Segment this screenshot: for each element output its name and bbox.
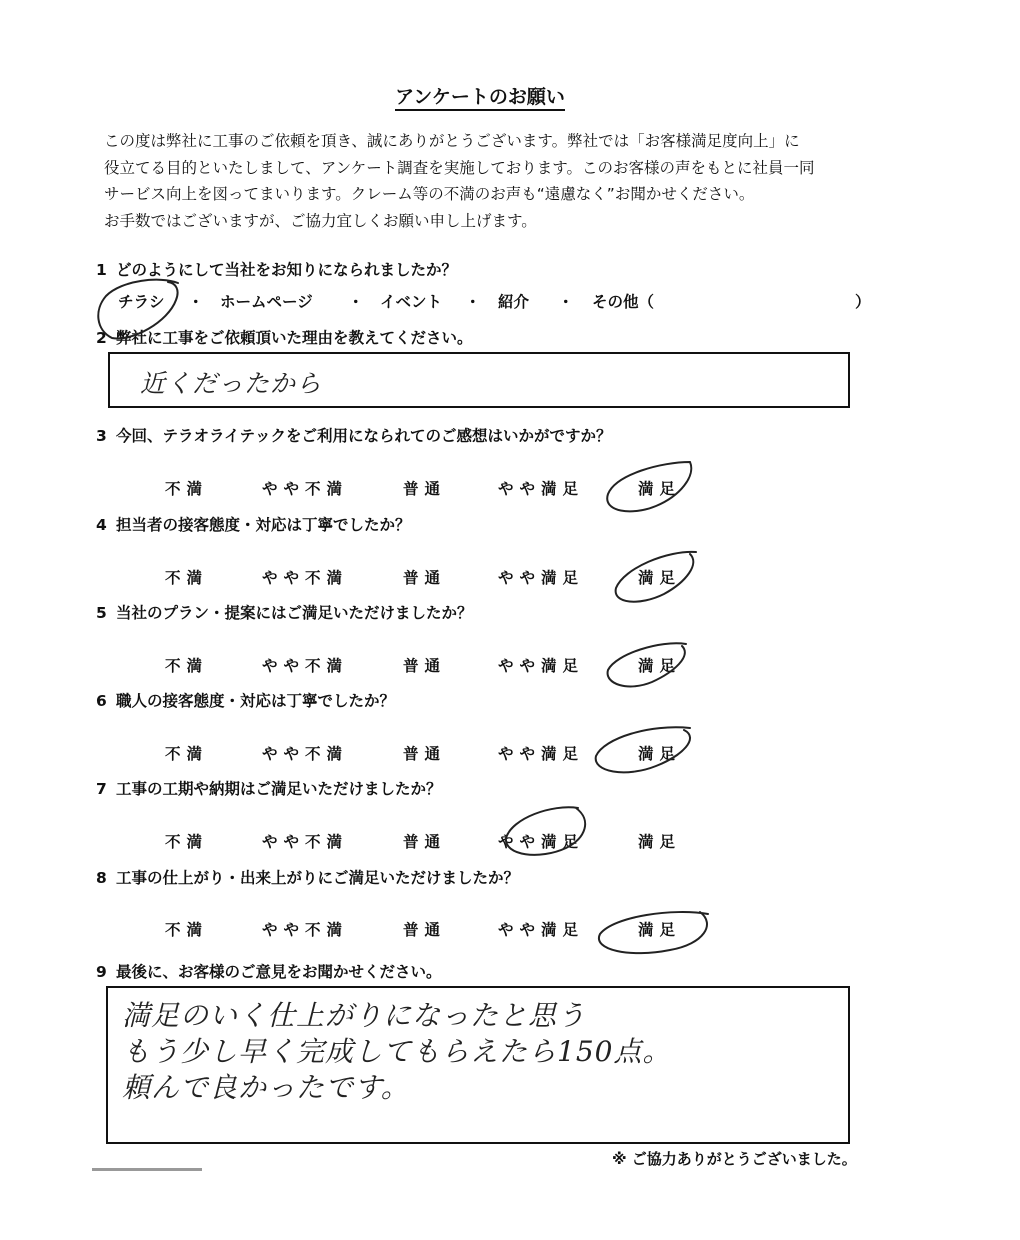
- question-number: 5: [96, 604, 107, 622]
- question-3: [96, 424, 612, 446]
- rating-option-dissatisfied[interactable]: 不満: [165, 921, 209, 939]
- rating-option-satisfied[interactable]: 満足: [638, 745, 682, 763]
- question-text: 工事の工期や納期はご満足いただけましたか？: [116, 780, 442, 798]
- rating-option-somewhat-dissatisfied[interactable]: やや不満: [262, 480, 349, 498]
- question-text: どのようにして当社をお知りになられましたか？: [116, 261, 458, 279]
- question-number: 2: [96, 329, 107, 347]
- separator-dot: ・: [465, 293, 481, 311]
- source-option-homepage[interactable]: ホームページ: [220, 293, 313, 311]
- question-text: 担当者の接客態度・対応は丁寧でしたか？: [116, 516, 411, 534]
- answer-9-box[interactable]: [106, 986, 850, 1144]
- rating-option-somewhat-satisfied[interactable]: やや満足: [498, 657, 585, 675]
- rating-option-satisfied[interactable]: 満足: [638, 569, 682, 587]
- question-text: 当社のプラン・提案にはご満足いただけましたか？: [116, 604, 473, 622]
- question-number: 7: [96, 780, 107, 798]
- question-number: 4: [96, 516, 107, 534]
- rating-option-satisfied[interactable]: 満足: [638, 480, 682, 498]
- rating-option-somewhat-dissatisfied[interactable]: やや不満: [262, 569, 349, 587]
- source-option-referral[interactable]: 紹介: [498, 293, 530, 311]
- rating-option-neutral[interactable]: 普通: [403, 745, 447, 763]
- question-text: 最後に、お客様のご意見をお聞かせください。: [116, 963, 442, 981]
- question-number: 1: [96, 261, 107, 279]
- rating-option-neutral[interactable]: 普通: [403, 833, 447, 851]
- source-option-flyer[interactable]: チラシ: [118, 293, 165, 311]
- rating-option-dissatisfied[interactable]: 不満: [165, 569, 209, 587]
- answer-9-handwriting-line: 頼んで良かったです。: [122, 1071, 410, 1104]
- intro-paragraph: [104, 128, 894, 234]
- question-7: [96, 777, 442, 799]
- rating-option-somewhat-dissatisfied[interactable]: やや不満: [262, 833, 349, 851]
- rating-option-somewhat-dissatisfied[interactable]: やや不満: [262, 921, 349, 939]
- question-number: 6: [96, 692, 107, 710]
- question-text: 職人の接客態度・対応は丁寧でしたか？: [116, 692, 396, 710]
- answer-9-handwriting-line: 満足のいく仕上がりになったと思う: [122, 999, 587, 1032]
- rating-option-neutral[interactable]: 普通: [403, 921, 447, 939]
- rating-option-dissatisfied[interactable]: 不満: [165, 657, 209, 675]
- intro-line: この度は弊社に工事のご依頼を頂き、誠にありがとうございます。弊社では「お客様満足度向上」に: [104, 132, 800, 150]
- answer-2-box[interactable]: [108, 352, 850, 408]
- question-text: 弊社に工事をご依頼頂いた理由を教えてください。: [116, 329, 473, 347]
- rating-option-somewhat-satisfied[interactable]: やや満足: [498, 833, 585, 851]
- question-1: [96, 258, 457, 280]
- answer-2-handwriting: 近くだったから: [140, 369, 323, 398]
- rating-option-somewhat-satisfied[interactable]: やや満足: [498, 745, 585, 763]
- rating-option-satisfied[interactable]: 満足: [638, 921, 682, 939]
- rating-option-somewhat-dissatisfied[interactable]: やや不満: [262, 745, 349, 763]
- question-5: [96, 601, 473, 623]
- survey-title: アンケートのお願い: [0, 82, 960, 109]
- question-2: [96, 326, 473, 348]
- question-text: 今回、テラオライテックをご利用になられてのご感想はいかがですか？: [116, 427, 612, 445]
- question-6: [96, 689, 395, 711]
- question-number: 8: [96, 869, 107, 887]
- rating-option-dissatisfied[interactable]: 不満: [165, 745, 209, 763]
- separator-dot: ・: [188, 293, 204, 311]
- intro-line: サービス向上を図ってまいります。クレーム等の不満のお声も“遠慮なく”お聞かせください。: [104, 185, 755, 203]
- question-9: [96, 960, 442, 982]
- rating-option-somewhat-satisfied[interactable]: やや満足: [498, 921, 585, 939]
- rating-option-neutral[interactable]: 普通: [403, 657, 447, 675]
- source-option-other[interactable]: その他（: [592, 293, 655, 311]
- scan-artifact-line: [92, 1168, 202, 1171]
- rating-option-dissatisfied[interactable]: 不満: [165, 833, 209, 851]
- answer-9-handwriting-line: もう少し早く完成してもらえたら150点。: [122, 1035, 672, 1068]
- rating-option-somewhat-satisfied[interactable]: やや満足: [498, 569, 585, 587]
- rating-option-somewhat-satisfied[interactable]: やや満足: [498, 480, 585, 498]
- source-option-event[interactable]: イベント: [380, 293, 443, 311]
- intro-line: お手数ではございますが、ご協力宜しくお願い申し上げます。: [104, 211, 537, 230]
- rating-option-neutral[interactable]: 普通: [403, 569, 447, 587]
- separator-dot: ・: [558, 293, 574, 311]
- separator-dot: ・: [348, 293, 364, 311]
- question-4: [96, 513, 411, 535]
- rating-option-somewhat-dissatisfied[interactable]: やや不満: [262, 657, 349, 675]
- rating-option-satisfied[interactable]: 満足: [638, 833, 682, 851]
- question-8: [96, 866, 519, 888]
- question-number: 3: [96, 427, 107, 445]
- source-other-close-paren: ）: [855, 293, 871, 311]
- question-text: 工事の仕上がり・出来上がりにご満足いただけましたか？: [116, 869, 520, 887]
- intro-line: 役立てる目的といたしまして、アンケート調査を実施しております。このお客様の声をもとに社員一同: [104, 158, 815, 177]
- question-number: 9: [96, 963, 107, 981]
- rating-option-dissatisfied[interactable]: 不満: [165, 480, 209, 498]
- thank-you-note: ※ ご協力ありがとうございました。: [612, 1150, 857, 1168]
- rating-option-neutral[interactable]: 普通: [403, 480, 447, 498]
- rating-option-satisfied[interactable]: 満足: [638, 657, 682, 675]
